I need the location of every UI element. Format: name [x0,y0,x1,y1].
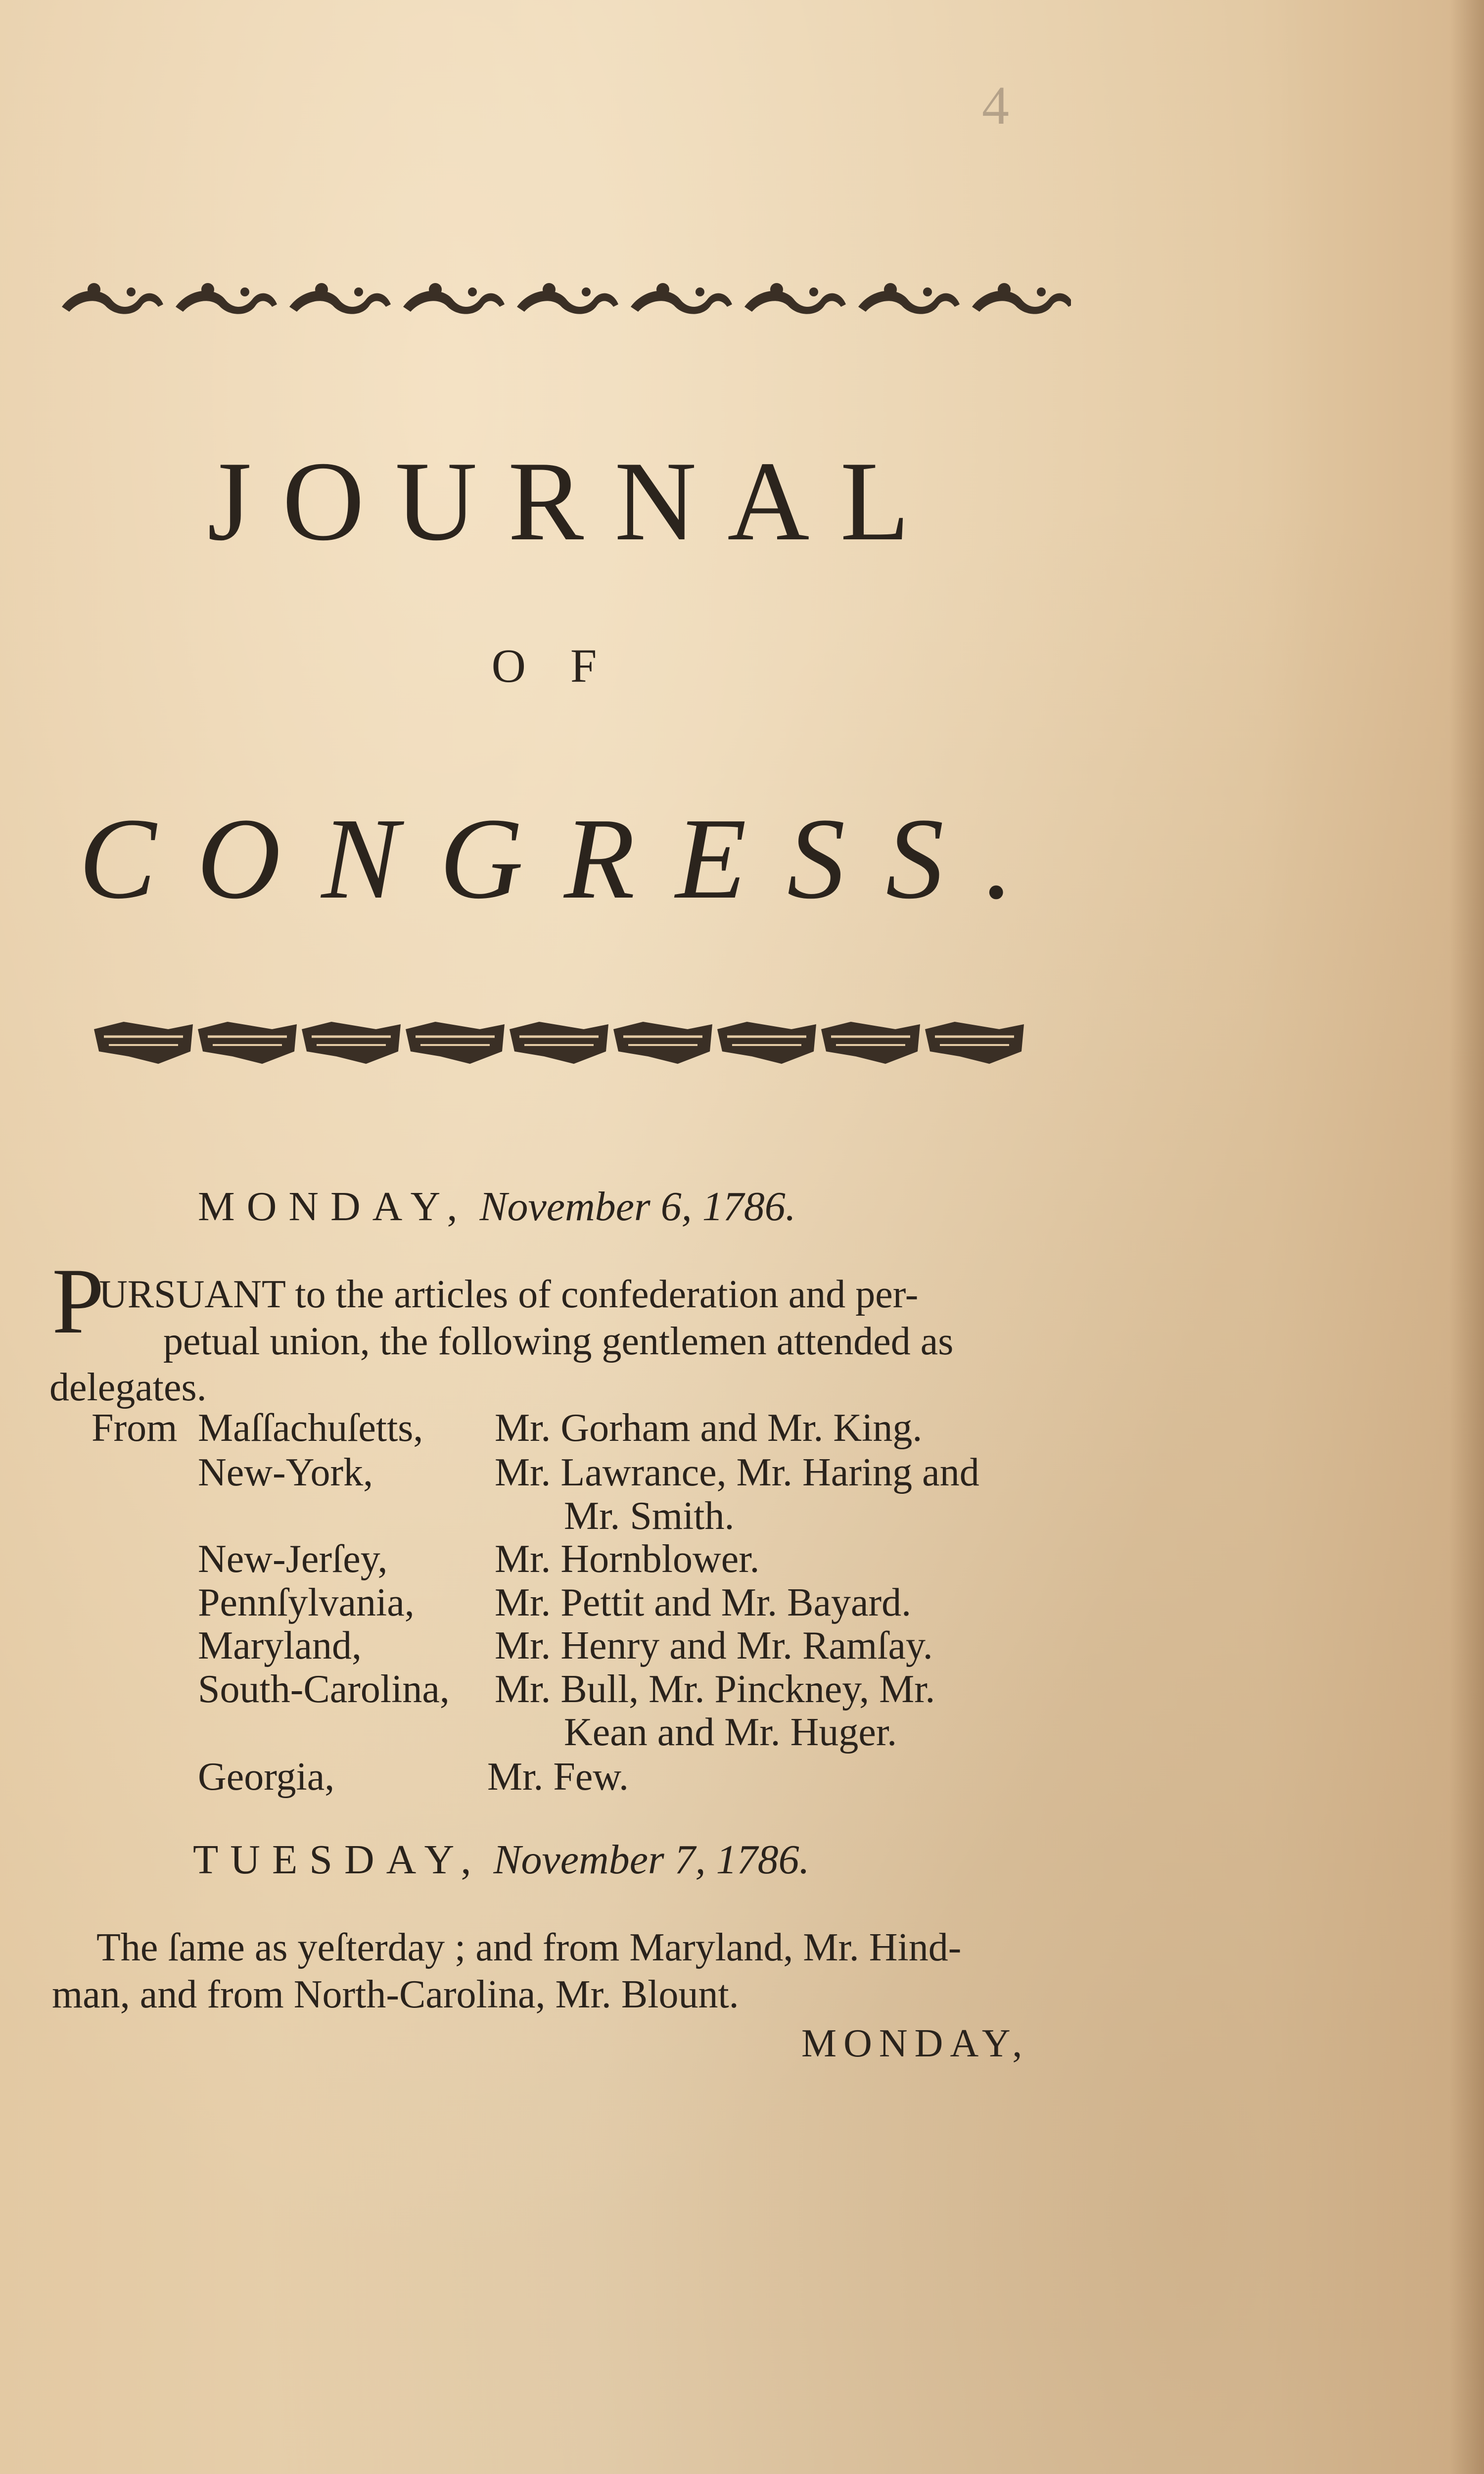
opening-line-2: petual union, the following gentlemen attended as [163,1320,954,1363]
session-day: TUESDAY, [193,1837,483,1883]
title-journal: JOURNAL [207,438,940,564]
delegate-state: New-York, [198,1451,373,1494]
delegate-names: Mr. Bull, Mr. Pinckney, Mr. [495,1667,935,1711]
session-day: MONDAY, [198,1184,469,1230]
delegate-state: New-Jerſey, [198,1537,388,1581]
delegate-names-continued: Kean and Mr. Huger. [564,1711,897,1754]
bottom-ornament-band [94,1009,1031,1074]
delegate-names-continued: Mr. Smith. [564,1494,735,1538]
closing-line-2: man, and from North-Carolina, Mr. Blount. [52,1973,739,2016]
opening-line-1: URSUANT to the articles of confederation and per- [99,1273,919,1316]
closing-line-1: The ſame as yeſterday ; and from Maryland, Mr. Hind- [96,1926,962,1969]
delegates-from-label: From [92,1406,178,1450]
delegate-state: Pennſylvania, [198,1581,415,1624]
session-date: November 7, 1786. [493,1837,810,1883]
delegate-names: Mr. Hornblower. [495,1537,760,1581]
delegate-names: Mr. Few. [487,1755,629,1799]
title-congress: CONGRESS. [79,794,1054,923]
delegate-names: Mr. Lawrance, Mr. Haring and [495,1451,979,1494]
delegate-state: South-Carolina, [198,1667,450,1711]
page-mark: 4 [982,75,1009,136]
delegate-state: Maryland, [198,1624,362,1667]
page-edge-shadow [1449,0,1484,2474]
delegate-names: Mr. Pettit and Mr. Bayard. [495,1581,912,1624]
session-dateline-monday [198,1183,796,1231]
title-of: OF [491,639,642,692]
session-date: November 6, 1786. [479,1184,796,1230]
delegate-names: Mr. Henry and Mr. Ramſay. [495,1624,933,1667]
catchword: MONDAY, [801,2022,1029,2065]
delegate-state: Maſſachuſetts, [198,1406,423,1450]
opening-line-3: delegates. [49,1366,207,1409]
top-ornament-band [57,270,1071,329]
session-dateline-tuesday [193,1836,810,1884]
delegate-names: Mr. Gorham and Mr. King. [495,1406,923,1450]
delegate-state: Georgia, [198,1755,335,1799]
drop-cap: P [52,1249,104,1353]
